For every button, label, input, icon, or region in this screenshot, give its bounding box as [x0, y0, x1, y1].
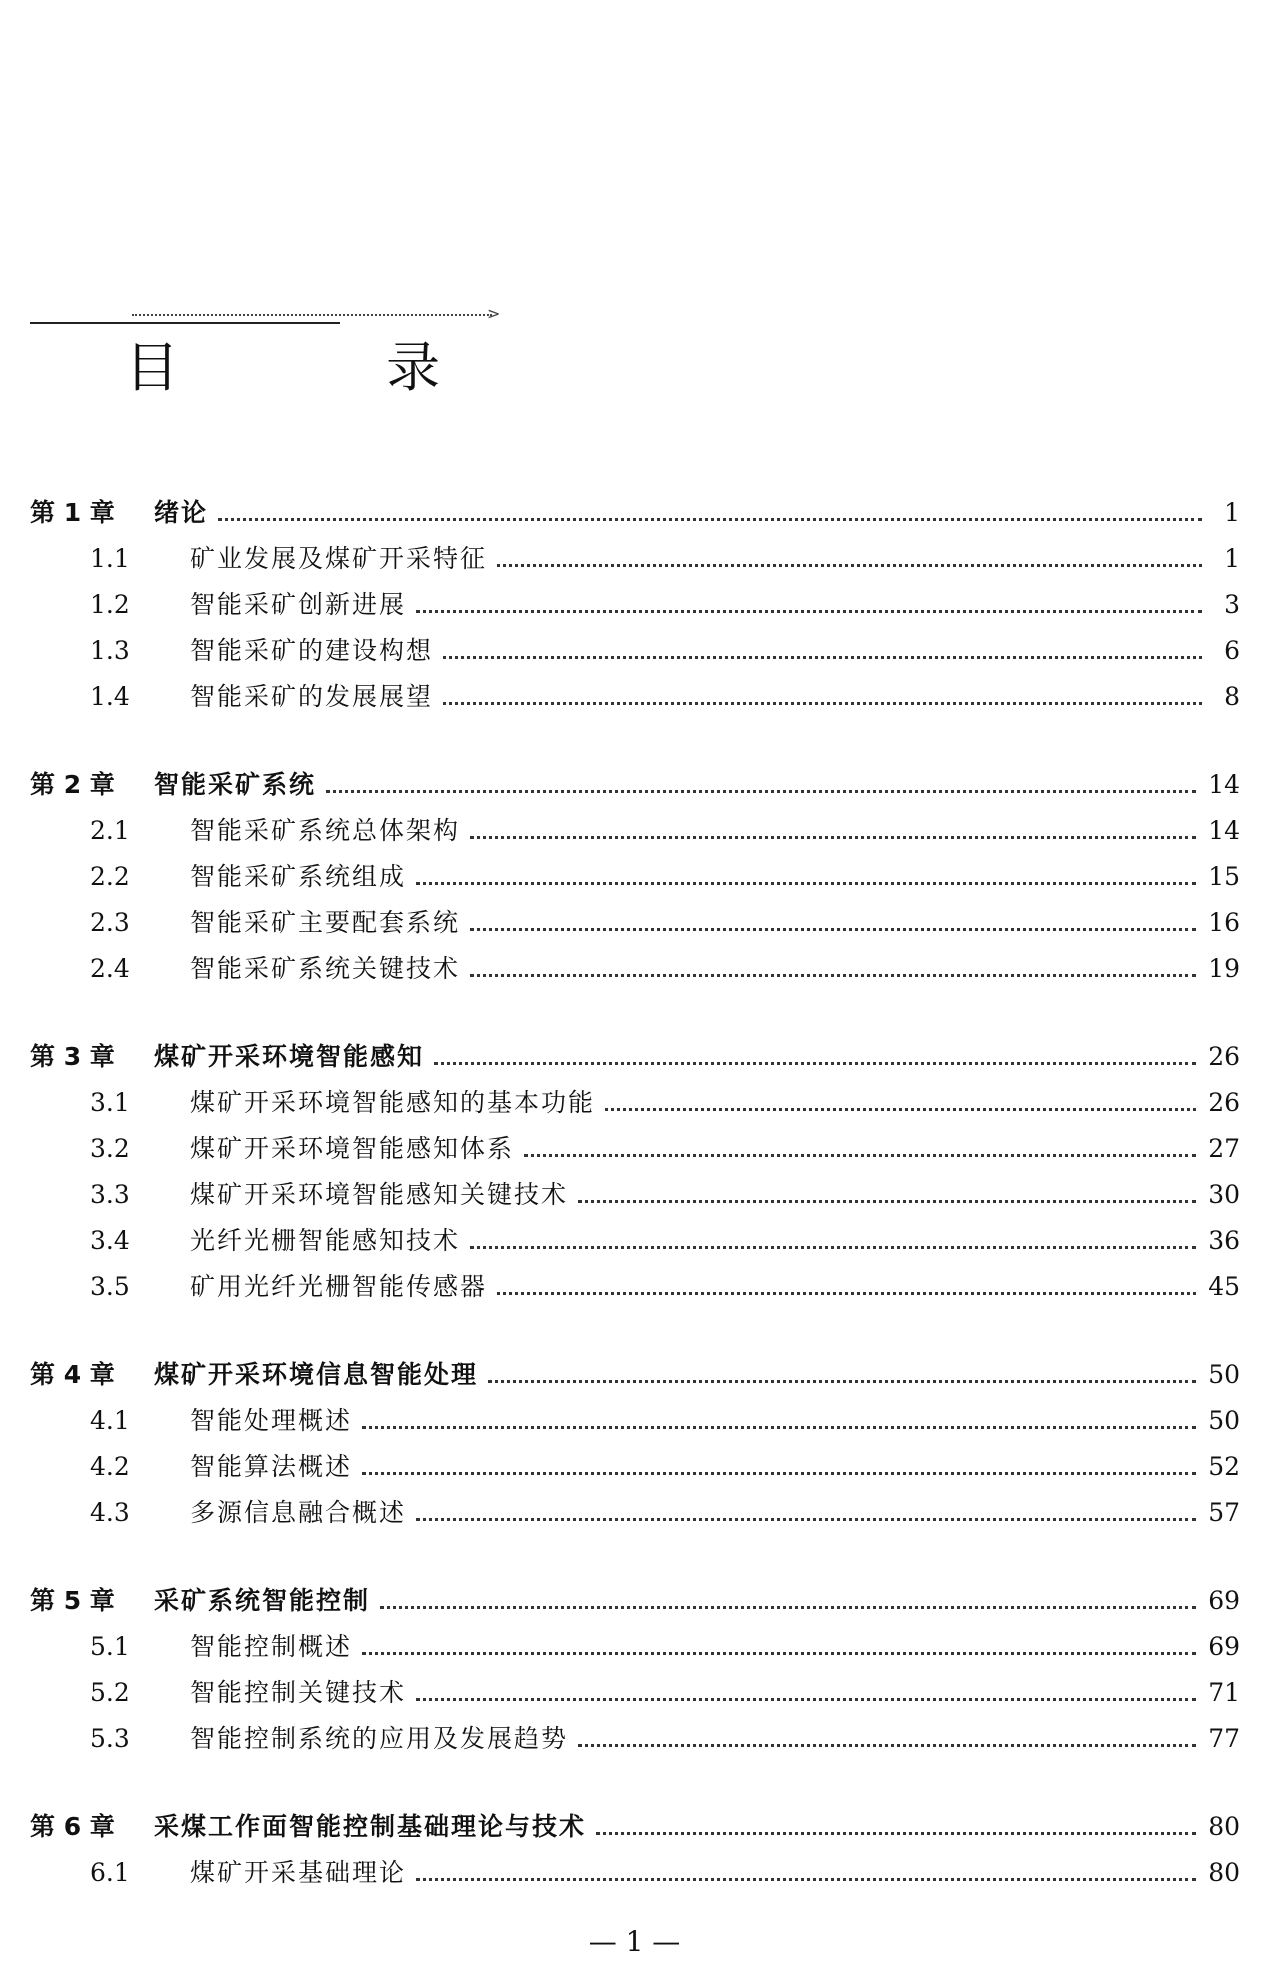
toc-section-number: 4.2 [90, 1452, 130, 1481]
toc-section-number: 1.3 [90, 636, 130, 665]
toc-chapter-entry[interactable] [30, 490, 1240, 536]
toc-section-page: 80 [1208, 1858, 1240, 1887]
dot-leader [443, 656, 1202, 659]
toc-section-title: 智能控制概述 [190, 1632, 353, 1661]
toc-section-number: 4.3 [90, 1498, 130, 1527]
dot-leader [362, 1472, 1196, 1475]
dot-leader [416, 1878, 1196, 1881]
toc-section-number: 2.1 [90, 816, 130, 845]
toc-section-entry[interactable] [30, 1264, 1240, 1310]
dot-leader [326, 790, 1196, 793]
toc-section-number: 6.1 [90, 1858, 130, 1887]
dot-leader [578, 1200, 1196, 1203]
toc-section-title: 矿用光纤光栅智能传感器 [190, 1272, 488, 1301]
toc-section-number: 1.2 [90, 590, 130, 619]
toc-chapter-page: 69 [1208, 1586, 1240, 1615]
toc-section-entry[interactable] [30, 1444, 1240, 1490]
toc-chapter-block [30, 1352, 1240, 1536]
toc-section-entry[interactable] [30, 1490, 1240, 1536]
dot-leader [524, 1154, 1196, 1157]
toc-chapter-block [30, 1578, 1240, 1762]
toc-section-title: 智能处理概述 [190, 1406, 353, 1435]
toc-section-entry[interactable] [30, 1624, 1240, 1670]
dot-leader [416, 610, 1202, 613]
dot-leader [470, 928, 1196, 931]
toc-chapter-title: 采矿系统智能控制 [154, 1586, 371, 1615]
toc-section-entry[interactable] [30, 1126, 1240, 1172]
toc-section-title: 智能采矿系统关键技术 [190, 954, 461, 983]
toc-section-page: 8 [1224, 682, 1240, 711]
toc-section-title: 煤矿开采环境智能感知体系 [190, 1134, 515, 1163]
dot-leader [380, 1606, 1196, 1609]
dot-leader [416, 882, 1196, 885]
toc-section-page: 71 [1208, 1678, 1240, 1707]
title-dotted-rule [132, 314, 492, 316]
toc-section-entry[interactable] [30, 854, 1240, 900]
toc-section-entry[interactable] [30, 1716, 1240, 1762]
toc-section-page: 52 [1208, 1452, 1240, 1481]
toc-section-title: 多源信息融合概述 [190, 1498, 407, 1527]
page-number-footer: — 1 — [588, 1925, 681, 1958]
toc-section-entry[interactable] [30, 808, 1240, 854]
dot-leader [488, 1380, 1196, 1383]
toc-section-page: 1 [1224, 544, 1240, 573]
toc-chapter-entry[interactable] [30, 762, 1240, 808]
toc-chapter-number: 第 3 章 [30, 1042, 115, 1071]
toc-section-page: 27 [1208, 1134, 1240, 1163]
dot-leader [362, 1426, 1196, 1429]
toc-section-entry[interactable] [30, 946, 1240, 992]
toc-section-number: 3.5 [90, 1272, 130, 1301]
toc-chapter-page: 80 [1208, 1812, 1240, 1841]
toc-section-title: 智能采矿系统组成 [190, 862, 407, 891]
toc-chapter-number: 第 6 章 [30, 1812, 115, 1841]
toc-chapter-page: 1 [1224, 498, 1240, 527]
toc-section-title: 智能采矿创新进展 [190, 590, 407, 619]
dot-leader [443, 702, 1202, 705]
toc-section-page: 26 [1208, 1088, 1240, 1117]
toc-section-entry[interactable] [30, 1080, 1240, 1126]
toc-section-title: 智能采矿的建设构想 [190, 636, 434, 665]
toc-section-number: 5.1 [90, 1632, 130, 1661]
toc-chapter-block [30, 762, 1240, 992]
table-of-contents [30, 490, 1240, 1938]
toc-section-title: 矿业发展及煤矿开采特征 [190, 544, 488, 573]
toc-chapter-block [30, 1804, 1240, 1896]
dot-leader [434, 1062, 1196, 1065]
toc-section-entry[interactable] [30, 628, 1240, 674]
toc-section-page: 69 [1208, 1632, 1240, 1661]
toc-chapter-title: 煤矿开采环境信息智能处理 [154, 1360, 479, 1389]
toc-section-page: 57 [1208, 1498, 1240, 1527]
toc-section-number: 3.4 [90, 1226, 130, 1255]
toc-chapter-title: 绪论 [154, 498, 209, 527]
toc-section-number: 1.4 [90, 682, 130, 711]
toc-section-number: 3.3 [90, 1180, 130, 1209]
dot-leader [578, 1744, 1196, 1747]
toc-chapter-number: 第 1 章 [30, 498, 115, 527]
toc-chapter-page: 50 [1208, 1360, 1240, 1389]
toc-chapter-block [30, 490, 1240, 720]
toc-section-title: 煤矿开采环境智能感知关键技术 [190, 1180, 569, 1209]
dot-leader [470, 974, 1196, 977]
toc-section-page: 50 [1208, 1406, 1240, 1435]
toc-section-entry[interactable] [30, 1218, 1240, 1264]
toc-chapter-title: 采煤工作面智能控制基础理论与技术 [154, 1812, 587, 1841]
toc-chapter-entry[interactable] [30, 1352, 1240, 1398]
toc-chapter-number: 第 4 章 [30, 1360, 115, 1389]
toc-section-title: 智能采矿的发展展望 [190, 682, 434, 711]
toc-section-page: 30 [1208, 1180, 1240, 1209]
dot-leader [470, 1246, 1196, 1249]
toc-chapter-entry[interactable] [30, 1034, 1240, 1080]
toc-section-number: 1.1 [90, 544, 130, 573]
toc-chapter-entry[interactable] [30, 1578, 1240, 1624]
toc-section-number: 5.2 [90, 1678, 130, 1707]
toc-chapter-block [30, 1034, 1240, 1310]
page-title: 目 录 [125, 336, 536, 399]
toc-section-title: 智能采矿系统总体架构 [190, 816, 461, 845]
toc-chapter-page: 26 [1208, 1042, 1240, 1071]
toc-section-title: 煤矿开采基础理论 [190, 1858, 407, 1887]
toc-section-entry[interactable] [30, 1850, 1240, 1896]
toc-chapter-title: 智能采矿系统 [154, 770, 317, 799]
toc-section-page: 16 [1208, 908, 1240, 937]
toc-section-page: 6 [1224, 636, 1240, 665]
toc-section-entry[interactable] [30, 1172, 1240, 1218]
dot-leader [596, 1832, 1196, 1835]
toc-section-title: 智能控制关键技术 [190, 1678, 407, 1707]
title-underline [30, 322, 340, 324]
dot-leader [416, 1518, 1196, 1521]
toc-section-page: 3 [1224, 590, 1240, 619]
toc-chapter-title: 煤矿开采环境智能感知 [154, 1042, 425, 1071]
dot-leader [218, 518, 1202, 521]
toc-section-page: 15 [1208, 862, 1240, 891]
dot-leader [362, 1652, 1196, 1655]
toc-section-title: 光纤光栅智能感知技术 [190, 1226, 461, 1255]
toc-section-page: 45 [1208, 1272, 1240, 1301]
toc-section-number: 4.1 [90, 1406, 130, 1435]
toc-section-page: 77 [1208, 1724, 1240, 1753]
toc-section-page: 14 [1208, 816, 1240, 845]
dot-leader [497, 1292, 1196, 1295]
dot-leader [497, 564, 1202, 567]
toc-chapter-page: 14 [1208, 770, 1240, 799]
toc-section-page: 36 [1208, 1226, 1240, 1255]
toc-section-entry[interactable] [30, 674, 1240, 720]
toc-section-number: 2.4 [90, 954, 130, 983]
arrow-right-icon: > [487, 304, 501, 323]
toc-section-entry[interactable] [30, 536, 1240, 582]
toc-section-number: 3.2 [90, 1134, 130, 1163]
toc-section-number: 5.3 [90, 1724, 130, 1753]
toc-chapter-entry[interactable] [30, 1804, 1240, 1850]
toc-section-number: 2.2 [90, 862, 130, 891]
toc-section-entry[interactable] [30, 1670, 1240, 1716]
dot-leader [416, 1698, 1196, 1701]
toc-section-page: 19 [1208, 954, 1240, 983]
dot-leader [470, 836, 1196, 839]
toc-chapter-number: 第 5 章 [30, 1586, 115, 1615]
toc-section-title: 煤矿开采环境智能感知的基本功能 [190, 1088, 596, 1117]
toc-section-entry[interactable] [30, 900, 1240, 946]
toc-section-title: 智能控制系统的应用及发展趋势 [190, 1724, 569, 1753]
toc-section-number: 2.3 [90, 908, 130, 937]
toc-section-title: 智能采矿主要配套系统 [190, 908, 461, 937]
toc-section-number: 3.1 [90, 1088, 130, 1117]
toc-section-title: 智能算法概述 [190, 1452, 353, 1481]
toc-section-entry[interactable] [30, 1398, 1240, 1444]
dot-leader [605, 1108, 1196, 1111]
toc-section-entry[interactable] [30, 582, 1240, 628]
toc-chapter-number: 第 2 章 [30, 770, 115, 799]
